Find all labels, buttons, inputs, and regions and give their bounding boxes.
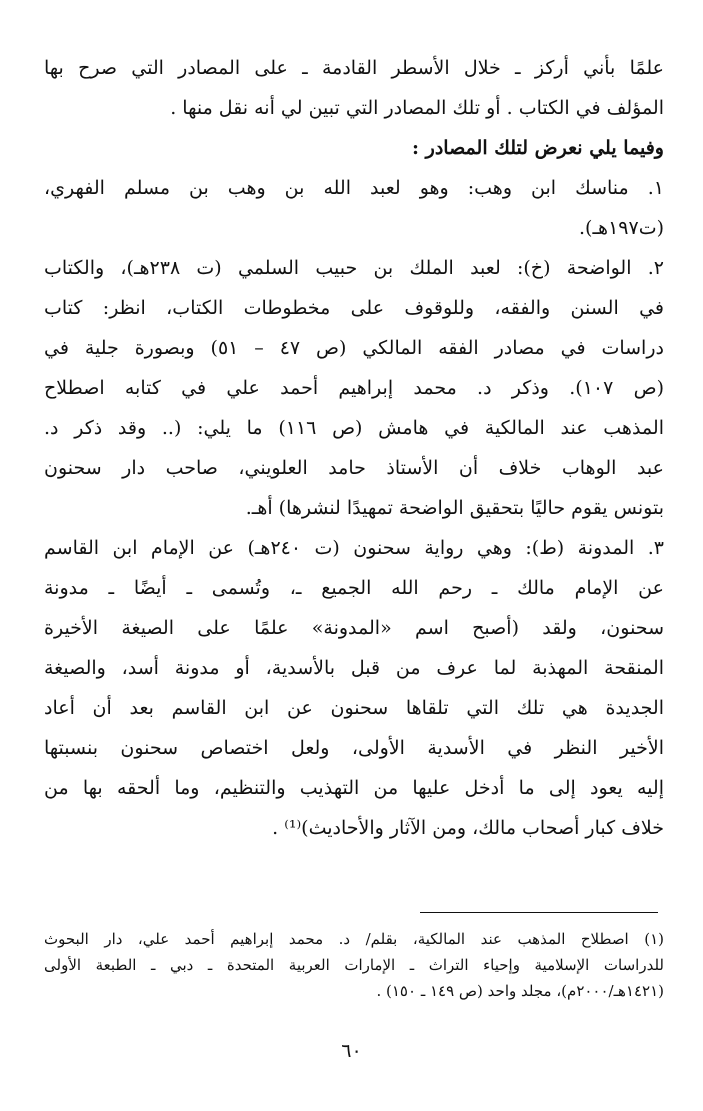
text-line: خلاف كبار أصحاب مالك، ومن الآثار والأحاديث)⁽¹⁾ . xyxy=(272,817,664,839)
text-line: ٢. الواضحة (خ): لعبد الملك بن حبيب السلمي (ت ٢٣٨هـ)، والكتاب xyxy=(44,257,664,279)
text-line: بتونس يقوم حاليًا بتحقيق الواضحة تمهيدًا لنشرها) أهـ. xyxy=(245,497,664,519)
text-line: ١. مناسك ابن وهب: وهو لعبد الله بن وهب بن مسلم الفهري، xyxy=(44,177,664,199)
text-line: إليه يعود إلى ما أدخل عليها من التهذيب والتنظيم، وما ألحقه بها من xyxy=(44,777,664,799)
text-line: عبد الوهاب خلاف أن الأستاذ حامد العلويني، صاحب دار سحنون xyxy=(44,457,664,479)
footnote-line: للدراسات الإسلامية وإحياء التراث ـ الإمارات العربية المتحدة ـ دبي ـ الطبعة الأولى xyxy=(44,956,664,974)
page-number: ٦٠ xyxy=(341,1040,362,1062)
text-line: (ص ١٠٧). وذكر د. محمد إبراهيم أحمد علي في كتابه اصطلاح xyxy=(44,377,664,399)
text-line: المنقحة المهذبة لما عرف من قبل بالأسدية، أو مدونة أسد، والصيغة xyxy=(44,657,664,679)
text-line: عن الإمام مالك ـ رحم الله الجميع ـ، وتُسمى ـ أيضًا ـ مدونة xyxy=(44,577,664,599)
main-text xyxy=(44,48,664,848)
text-line: المذهب عند المالكية في هامش (ص ١١٦) ما يلي: (.. وقد ذكر د. xyxy=(44,417,664,439)
text-line: في السنن والفقه، وللوقوف على مخطوطات الكتاب، انظر: كتاب xyxy=(44,297,664,319)
text-line: دراسات في مصادر الفقه المالكي (ص ٤٧ – ٥١) وبصورة جلية في xyxy=(44,337,664,359)
text-line: ٣. المدونة (ط): وهي رواية سحنون (ت ٢٤٠هـ) عن الإمام ابن القاسم xyxy=(44,537,664,559)
text-line: (ت١٩٧هـ). xyxy=(579,217,664,239)
text-line: المؤلف في الكتاب . أو تلك المصادر التي تبين لي أنه نقل منها . xyxy=(170,97,664,119)
text-line: الجديدة هي تلك التي تلقاها سحنون عن ابن القاسم بعد أن أعاد xyxy=(44,697,664,719)
text-line: الأخير النظر في الأسدية الأولى، ولعل اختصاص سحنون بنسبتها xyxy=(44,737,664,759)
text-line: علمًا بأني أركز ـ خلال الأسطر القادمة ـ على المصادر التي صرح بها xyxy=(44,57,664,79)
footnote-line: (١٤٢١هـ/٢٠٠٠م)، مجلد واحد (ص ١٤٩ ـ ١٥٠) . xyxy=(376,982,664,1000)
footnote-line: (١) اصطلاح المذهب عند المالكية، بقلم/ د. محمد إبراهيم أحمد علي، دار البحوث xyxy=(44,930,664,948)
footnotes xyxy=(44,926,664,1004)
text-line: سحنون، ولقد (أصبح اسم «المدونة» علمًا على الصيغة الأخيرة xyxy=(44,617,664,639)
footnote-separator xyxy=(420,912,658,913)
text-line: وفيما يلي نعرض لتلك المصادر : xyxy=(412,137,664,159)
